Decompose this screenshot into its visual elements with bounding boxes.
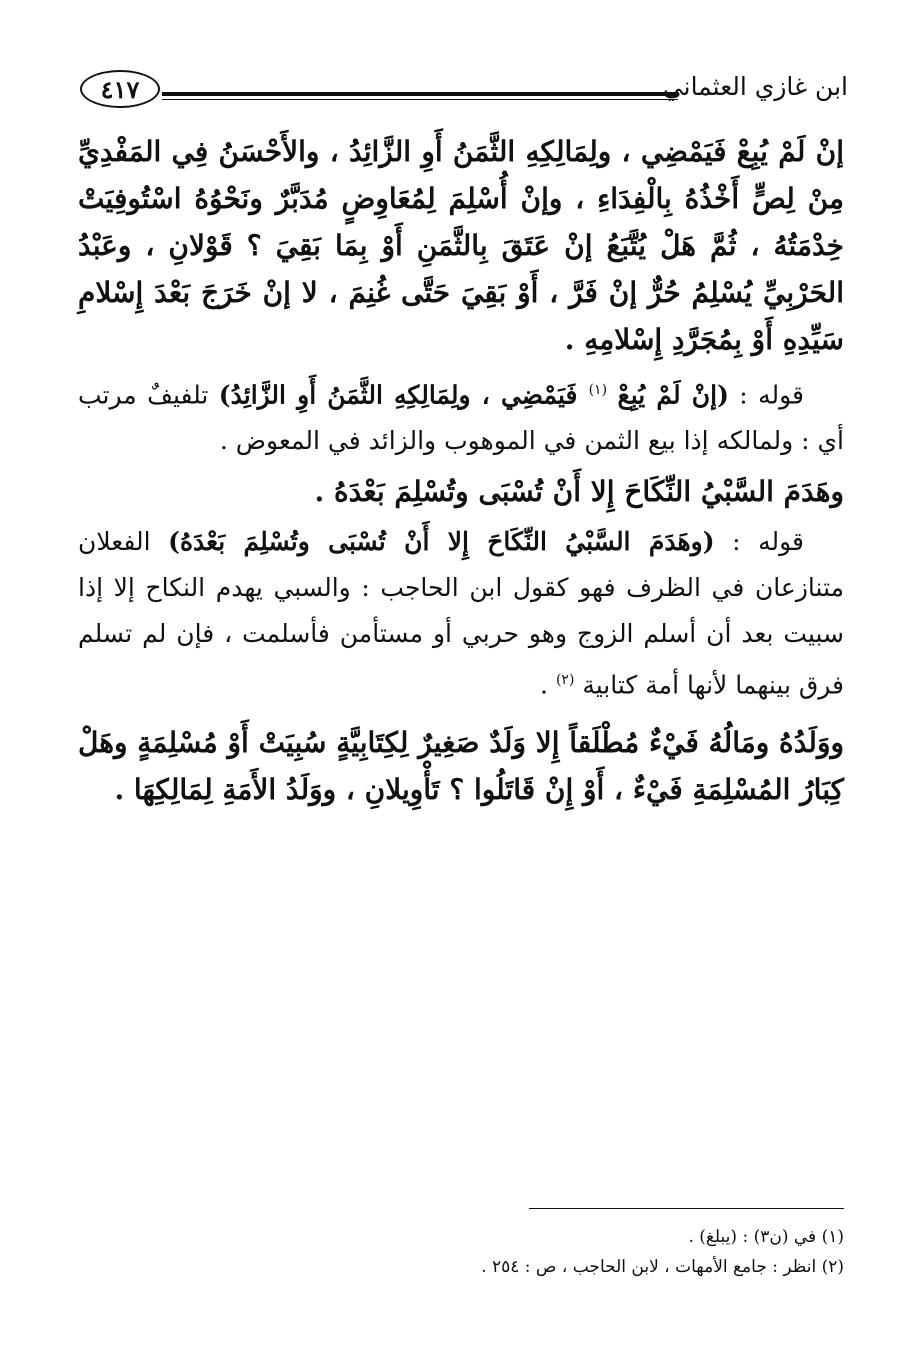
footnote-ref-1: (١) xyxy=(588,382,608,398)
commentary-quote: (وهَدَمَ السَّبْيُ النِّكَاحَ إِلا أَنْ تُسْبَى وتُسْلِمَ بَعْدَهُ) xyxy=(168,527,715,557)
commentary-paragraph-2 xyxy=(78,519,844,708)
running-title: ابن غازي العثماني xyxy=(662,72,848,101)
commentary-end: . xyxy=(540,670,556,700)
matn-paragraph-1: إنْ لَمْ يُبِعْ فَيَمْضِي ، ولِمَالِكِهِ الثَّمَنُ أَوِ الزَّائِدُ ، والأَحْسَنُ فِي المَفْدِيِّ مِنْ لِصٍّ أَخْذُهُ بِالْفِدَاءِ ، وإنْ أُسْلِمَ لِمُعَاوِضٍ مُدَبَّرٌ ونَحْوُهُ اسْتُوفِيَتْ خِدْمَتُهُ ، ثُمَّ هَلْ يُتَّبَعُ إنْ عَتَقَ بِالثَّمَنِ أَوْ بِمَا بَقِيَ ؟ قَوْلانِ ، وعَبْدُ الحَرْبِيِّ يُسْلِمُ حُرٌّ إنْ فَرَّ ، أَوْ بَقِيَ حَتَّى غُنِمَ ، لا إنْ خَرَجَ بَعْدَ إِسْلامِ سَيِّدِهِ أَوْ بِمُجَرَّدِ إِسْلامِهِ . xyxy=(78,135,844,356)
matn-paragraph-2: وهَدَمَ السَّبْيُ النِّكَاحَ إِلا أَنْ تُسْبَى وتُسْلِمَ بَعْدَهُ . xyxy=(314,475,844,509)
footnotes xyxy=(344,1222,844,1282)
page-header xyxy=(80,68,848,118)
footnote-2: (٢) انظر : جامع الأمهات ، لابن الحاجب ، ص : ٢٥٤ . xyxy=(481,1257,844,1277)
matn-paragraph-3: ووَلَدُهُ ومَالُهُ فَيْءٌ مُطْلَقاً إِلا وَلَدٌ صَغِيرٌ لِكِتَابِيَّةٍ سُبِيَتْ أَوْ مُسْلِمَةٍ وهَلْ كِبَارُ المُسْلِمَةِ فَيْءٌ ، أَوْ إِنْ قَاتَلُوا ؟ تَأْوِيلانِ ، ووَلَدُ الأَمَةِ لِمَالِكِهَا . xyxy=(78,725,844,806)
commentary-text: الفعلان متنازعان في الظرف فهو كقول ابن الحاجب : والسبي يهدم النكاح إلا إذا سبيت بعد أن أسلم الزوج وهو حربي أو مستأمن فأسلمت ، فإن لم تسلم فرق بينهما لأنها أمة كتابية xyxy=(78,527,844,700)
footnote-separator xyxy=(529,1208,844,1209)
header-rule-thin xyxy=(162,99,678,100)
footnote-1: (١) في (ن٣) : (يبلغ) . xyxy=(688,1227,844,1247)
footnote-ref-2: (٢) xyxy=(555,672,575,689)
commentary-quote-cont: فَيَمْضِي ، ولِمَالِكِهِ الثَّمَنُ أَوِ الزَّائِدُ) xyxy=(218,380,589,410)
commentary-intro: قوله : xyxy=(728,380,805,410)
header-rule xyxy=(162,92,678,96)
main-text xyxy=(78,128,844,813)
commentary-paragraph-1 xyxy=(78,367,844,464)
commentary-intro: قوله : xyxy=(714,527,804,557)
commentary-text: تلفيفٌ مرتب أي : ولمالكه إذا بيع الثمن في الموهوب والزائد في المعوض . xyxy=(78,380,844,456)
commentary-quote: (إنْ لَمْ يُبِعْ xyxy=(617,380,729,410)
page-number: ٤١٧ xyxy=(80,70,160,108)
